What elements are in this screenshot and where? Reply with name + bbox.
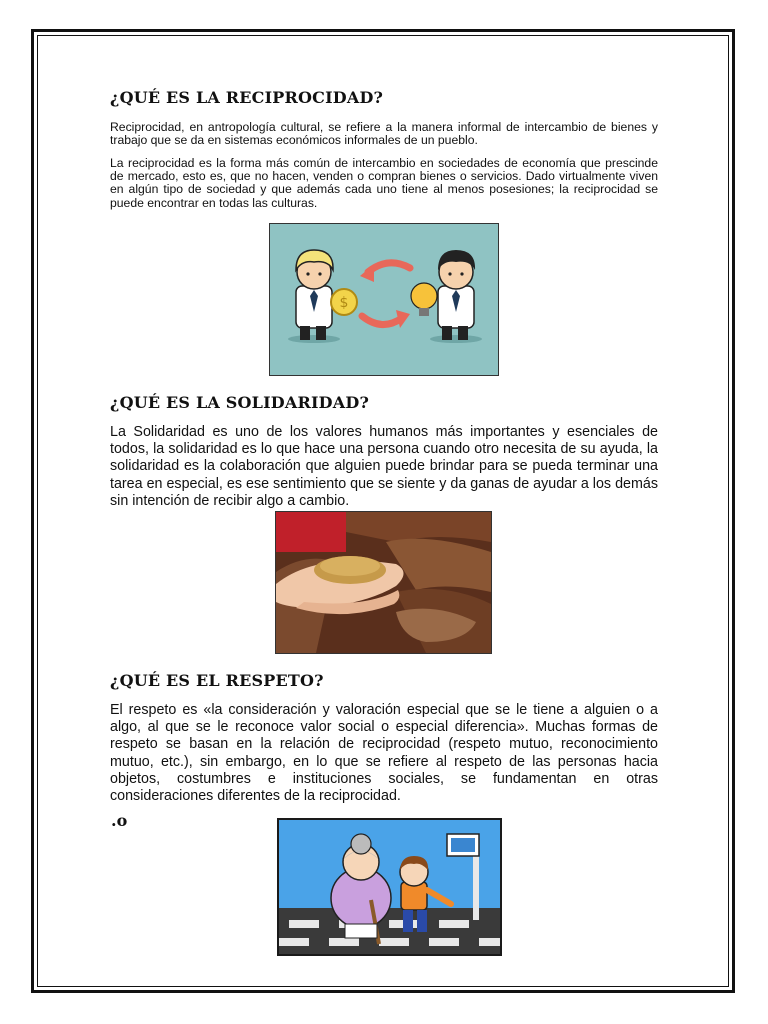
trailing-mark: .o (111, 811, 128, 830)
heading-respeto: ¿QUÉ ES EL RESPETO? (110, 671, 324, 690)
crossing-illustration (277, 818, 502, 956)
hands-sharing-photo (275, 511, 492, 654)
paragraph-reciprocidad-1: Reciprocidad, en antropología cultural, se refiere a la manera informal de intercambio de bienes y trabajo que se da en sistemas económicos informales de un pueblo. (110, 120, 658, 148)
coin-bulb-exchange-icon (270, 224, 498, 375)
heading-reciprocidad: ¿QUÉ ES LA RECIPROCIDAD? (110, 88, 384, 107)
heading-solidaridad: ¿QUÉ ES LA SOLIDARIDAD? (110, 393, 370, 412)
paragraph-reciprocidad-2: La reciprocidad es la forma más común de intercambio en sociedades de economía que prescinde de mercado, esto es, que no hacen, venden o compran bienes o servicios. Dado virtualmente viven en algún tipo de sociedad y que además cada uno tiene al menos posesiones; la reciprocidad se puede encontrar en todas las culturas. (110, 156, 658, 210)
exchange-illustration (269, 223, 499, 376)
grandmother-boy-crossing-icon (279, 820, 500, 954)
hands-grain-icon (276, 512, 491, 653)
paragraph-respeto: El respeto es «la consideración y valoración especial que se le tiene a alguien o a algo, al que se le reconoce valor social o especial diferencia». Muchas formas de respeto se basan en la relación de reciprocidad (respeto mutuo, reconocimiento mutuo, etc.), sin embargo, en lo que se refiere al respeto de las personas hacia objetos, costumbres e instituciones sociales, se fundamentan en otras consideraciones diferentes de la reciprocidad. (110, 702, 658, 805)
svg-text:$: $ (339, 295, 349, 311)
paragraph-solidaridad: La Solidaridad es uno de los valores humanos más importantes y esenciales de todos, la solidaridad es lo que hace una persona cuando otro necesita de su ayuda, la solidaridad es la colaboración que alguien puede brindar para se pueda terminar una tarea en especial, es ese sentimiento que se siente y da ganas de ayudar a los demás sin intención de recibir algo a cambio. (110, 424, 658, 509)
